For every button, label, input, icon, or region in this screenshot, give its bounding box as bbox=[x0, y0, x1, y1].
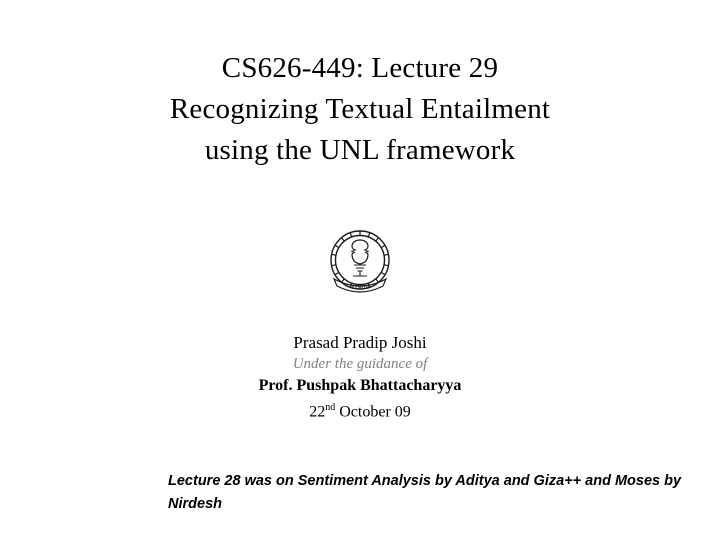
guidance-label: Under the guidance of bbox=[292, 356, 428, 372]
author-name: Prasad Pradip Joshi bbox=[293, 333, 427, 352]
date-line bbox=[0, 397, 720, 423]
footnote: Lecture 28 was on Sentiment Analysis by Aditya and Giza++ and Moses by Nirdesh bbox=[168, 473, 682, 512]
date-day: 22 bbox=[309, 403, 326, 421]
iit-bombay-emblem-icon bbox=[316, 222, 404, 308]
logo bbox=[0, 222, 720, 313]
date-rest: October 09 bbox=[335, 403, 411, 421]
title-line-2: Recognizing Textual Entailment bbox=[169, 93, 551, 125]
title-line-3: using the UNL framework bbox=[204, 134, 516, 166]
author-block bbox=[0, 332, 720, 423]
emblem-motto: ज्ञानं परमं bbox=[350, 284, 370, 291]
page-title bbox=[0, 48, 720, 171]
guide-name: Prof. Pushpak Bhattacharyya bbox=[258, 377, 462, 394]
title-line-1: CS626-449: Lecture 29 bbox=[221, 52, 499, 84]
date-suffix: nd bbox=[325, 402, 336, 413]
